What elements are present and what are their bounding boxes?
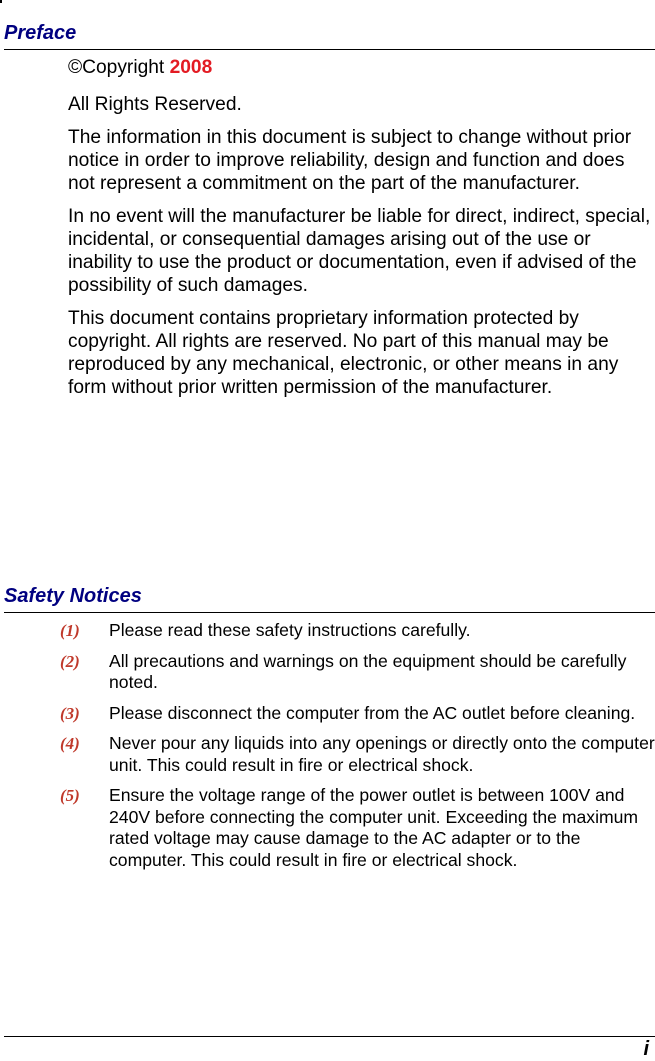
copyright-year: 2008 xyxy=(169,57,213,78)
copyright-label: Copyright xyxy=(82,57,170,78)
notice-text: Please read these safety instructions carefully. xyxy=(109,620,471,640)
notice-number: (1) xyxy=(60,621,80,640)
preface-paragraph: This document contains proprietary information protected by copyright. All rights are reserved. No part of this manual may be reproduced by any mechanical, electronic, or other means in any form without prior written permission of the manufacturer. xyxy=(68,308,619,398)
preface-heading: Preface xyxy=(4,22,77,44)
safety-heading: Safety Notices xyxy=(4,585,142,607)
safety-notice-item xyxy=(4,785,655,871)
preface-paragraph: In no event will the manufacturer be liable for direct, indirect, special, incidental, or consequential damages arising out of the use or inability to use the product or documentation, even if advised of the possibility of such damages. xyxy=(68,206,651,296)
safety-rule xyxy=(4,612,655,613)
safety-notice-item xyxy=(4,651,655,694)
preface-body xyxy=(68,56,655,409)
copyright-icon: © xyxy=(68,57,83,78)
notice-text: Ensure the voltage range of the power outlet is between 100V and 240V before connecting the computer unit. Exceeding the maximum rated voltage may cause damage to the AC adapter or to the computer. This could result in fire or electrical shock. xyxy=(109,785,639,870)
corner-mark xyxy=(0,0,2,3)
notice-number: (5) xyxy=(60,786,80,805)
notice-text: Please disconnect the computer from the AC outlet before cleaning. xyxy=(109,702,636,723)
notice-number: (3) xyxy=(60,703,80,723)
safety-notice-item xyxy=(4,620,655,642)
safety-notice-item xyxy=(4,703,655,725)
preface-paragraph: The information in this document is subject to change without prior notice in order to improve reliability, design and function and does not represent a commitment on the part of the manufacturer. xyxy=(68,127,632,194)
notice-text: Never pour any liquids into any openings or directly onto the computer unit. This could result in fire or electrical shock. xyxy=(109,733,655,775)
safety-notice-list xyxy=(4,620,655,880)
page-number: i xyxy=(643,1038,649,1060)
notice-number: (4) xyxy=(60,734,80,753)
notice-text: All precautions and warnings on the equipment should be carefully noted. xyxy=(109,650,627,692)
safety-notice-item xyxy=(4,733,655,776)
preface-rule xyxy=(4,49,655,50)
footer-rule xyxy=(4,1036,655,1037)
notice-number: (2) xyxy=(60,651,80,671)
copyright-line xyxy=(68,56,655,79)
preface-paragraph: All Rights Reserved. xyxy=(68,94,242,115)
